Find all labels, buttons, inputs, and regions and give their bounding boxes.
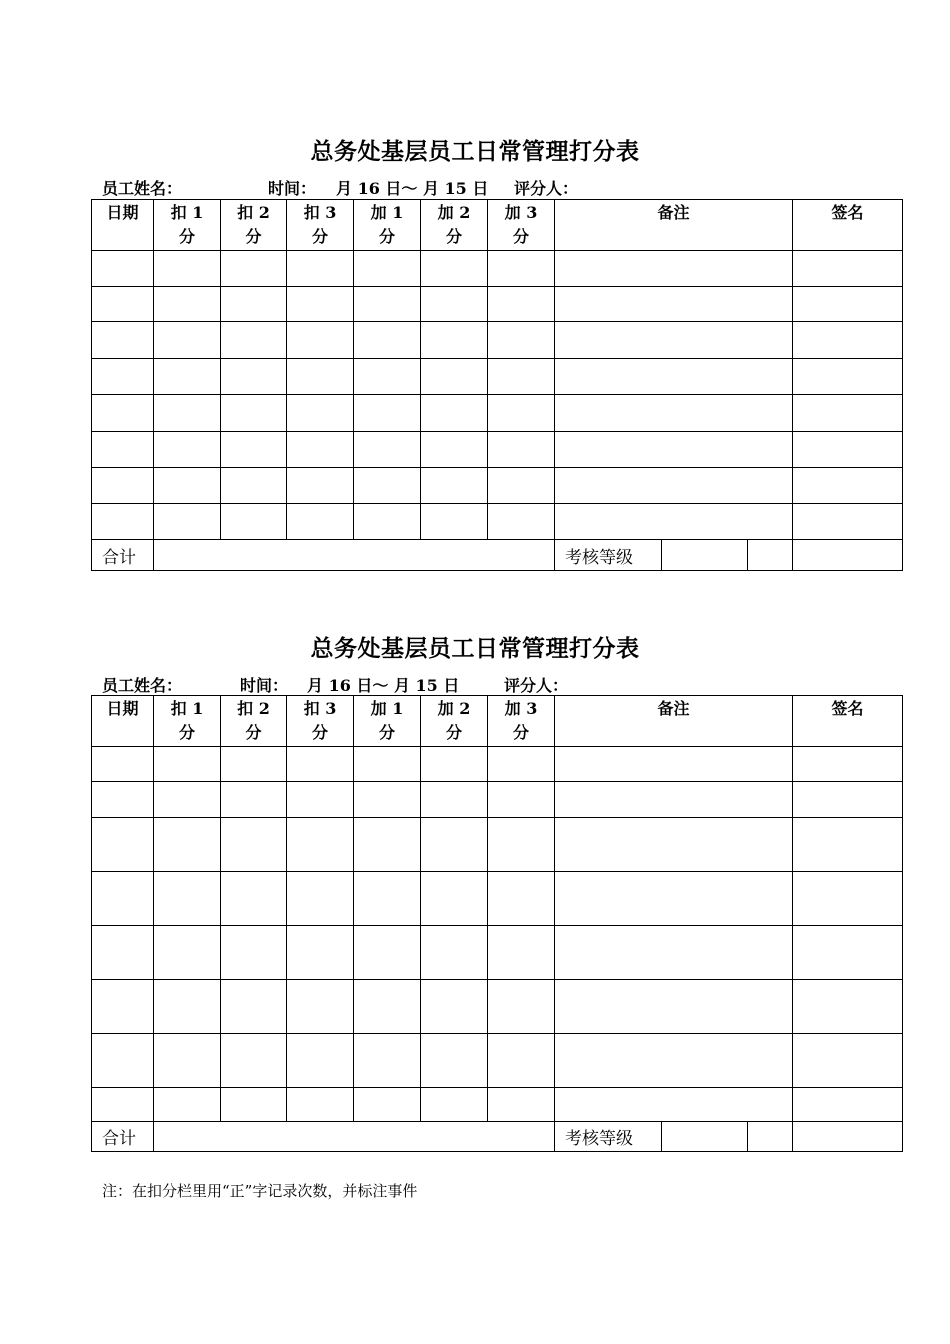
plus-3-cell[interactable] [488, 1088, 555, 1122]
form1-info-line [102, 176, 822, 198]
grade-label: 考核等级 [555, 540, 662, 571]
minus-1-cell[interactable] [154, 359, 221, 395]
form2-header-row [92, 696, 903, 747]
footnote: 注：在扣分栏里用“正”字记录次数，并标注事件 [102, 1182, 418, 1200]
remarks-cell[interactable] [555, 980, 793, 1034]
form1-header-row [92, 200, 903, 251]
plus-2-cell[interactable] [421, 818, 488, 872]
plus-3-cell[interactable] [488, 322, 555, 359]
table-row[interactable] [92, 504, 903, 540]
date-cell[interactable] [92, 287, 154, 322]
form1-scorer-label: 评分人： [514, 179, 579, 198]
header-minus-1: 扣 1 分 [154, 200, 221, 251]
minus-3-cell[interactable] [287, 1034, 354, 1088]
signature-cell[interactable] [793, 504, 903, 540]
date-cell[interactable] [92, 747, 154, 782]
grade-value-cell[interactable] [662, 1122, 748, 1152]
plus-1-cell[interactable] [354, 432, 421, 468]
remarks-cell[interactable] [555, 1088, 793, 1122]
minus-3-cell[interactable] [287, 287, 354, 322]
table-row[interactable] [92, 926, 903, 980]
plus-1-cell[interactable] [354, 818, 421, 872]
minus-1-cell[interactable] [154, 980, 221, 1034]
signature-cell[interactable] [793, 1088, 903, 1122]
form2-title: 总务处基层员工日常管理打分表 [310, 635, 640, 662]
form1-score-table [91, 199, 903, 571]
date-cell[interactable] [92, 926, 154, 980]
form2-scorer-label: 评分人： [504, 676, 569, 695]
minus-1-cell[interactable] [154, 468, 221, 504]
minus-2-cell[interactable] [221, 926, 287, 980]
plus-2-cell[interactable] [421, 468, 488, 504]
plus-3-cell[interactable] [488, 504, 555, 540]
date-cell[interactable] [92, 1088, 154, 1122]
minus-2-cell[interactable] [221, 251, 287, 287]
minus-3-cell[interactable] [287, 926, 354, 980]
minus-2-cell[interactable] [221, 1088, 287, 1122]
grade-extra-cell[interactable] [748, 540, 793, 571]
header-signature: 签名 [793, 200, 903, 251]
date-cell[interactable] [92, 980, 154, 1034]
minus-1-cell[interactable] [154, 782, 221, 818]
plus-3-cell[interactable] [488, 359, 555, 395]
plus-3-cell[interactable] [488, 782, 555, 818]
signature-cell[interactable] [793, 1034, 903, 1088]
remarks-cell[interactable] [555, 468, 793, 504]
form1-time-label: 时间： [268, 179, 317, 198]
plus-1-cell[interactable] [354, 287, 421, 322]
remarks-cell[interactable] [555, 872, 793, 926]
plus-2-cell[interactable] [421, 322, 488, 359]
minus-2-cell[interactable] [221, 504, 287, 540]
remarks-cell[interactable] [555, 504, 793, 540]
header-minus-3: 扣 3 分 [287, 200, 354, 251]
plus-1-cell[interactable] [354, 359, 421, 395]
table-row[interactable] [92, 747, 903, 782]
remarks-cell[interactable] [555, 926, 793, 980]
table-row[interactable] [92, 1034, 903, 1088]
date-cell[interactable] [92, 359, 154, 395]
total-value-cell[interactable] [154, 1122, 555, 1152]
form1-total-row [92, 540, 903, 571]
minus-3-cell[interactable] [287, 782, 354, 818]
date-cell[interactable] [92, 322, 154, 359]
minus-2-cell[interactable] [221, 359, 287, 395]
minus-1-cell[interactable] [154, 818, 221, 872]
header-remarks: 备注 [555, 696, 793, 747]
minus-1-cell[interactable] [154, 504, 221, 540]
form2-score-table [91, 695, 903, 1152]
date-cell[interactable] [92, 1034, 154, 1088]
signature-cell[interactable] [793, 432, 903, 468]
remarks-cell[interactable] [555, 782, 793, 818]
plus-1-cell[interactable] [354, 468, 421, 504]
plus-3-cell[interactable] [488, 395, 555, 432]
minus-1-cell[interactable] [154, 926, 221, 980]
signature-cell[interactable] [793, 468, 903, 504]
signature-cell[interactable] [793, 359, 903, 395]
signature-cell[interactable] [793, 395, 903, 432]
minus-1-cell[interactable] [154, 251, 221, 287]
minus-2-cell[interactable] [221, 872, 287, 926]
form2-employee-label: 员工姓名： [102, 676, 183, 695]
date-cell[interactable] [92, 872, 154, 926]
date-cell[interactable] [92, 432, 154, 468]
header-date: 日期 [92, 200, 154, 251]
signature-cell[interactable] [793, 872, 903, 926]
header-plus-2: 加 2 分 [421, 696, 488, 747]
minus-3-cell[interactable] [287, 468, 354, 504]
form2-date-range: 月 16 日～ 月 15 日 [307, 676, 460, 695]
plus-1-cell[interactable] [354, 926, 421, 980]
form2-info-line [102, 673, 822, 695]
table-row[interactable] [92, 818, 903, 872]
plus-1-cell[interactable] [354, 747, 421, 782]
plus-2-cell[interactable] [421, 980, 488, 1034]
minus-1-cell[interactable] [154, 287, 221, 322]
plus-3-cell[interactable] [488, 251, 555, 287]
grade-extra-cell[interactable] [748, 1122, 793, 1152]
plus-2-cell[interactable] [421, 251, 488, 287]
minus-3-cell[interactable] [287, 322, 354, 359]
total-label: 合计 [92, 540, 154, 571]
plus-3-cell[interactable] [488, 747, 555, 782]
minus-3-cell[interactable] [287, 359, 354, 395]
plus-3-cell[interactable] [488, 1034, 555, 1088]
minus-2-cell[interactable] [221, 747, 287, 782]
form1-date-range: 月 16 日～ 月 15 日 [336, 179, 489, 198]
minus-1-cell[interactable] [154, 395, 221, 432]
minus-2-cell[interactable] [221, 468, 287, 504]
signature-cell[interactable] [793, 980, 903, 1034]
total-value-cell[interactable] [154, 540, 555, 571]
grade-label: 考核等级 [555, 1122, 662, 1152]
minus-3-cell[interactable] [287, 432, 354, 468]
plus-3-cell[interactable] [488, 980, 555, 1034]
header-minus-2: 扣 2 分 [221, 696, 287, 747]
plus-1-cell[interactable] [354, 322, 421, 359]
header-plus-1: 加 1 分 [354, 200, 421, 251]
minus-3-cell[interactable] [287, 395, 354, 432]
header-minus-3: 扣 3 分 [287, 696, 354, 747]
date-cell[interactable] [92, 504, 154, 540]
remarks-cell[interactable] [555, 818, 793, 872]
plus-2-cell[interactable] [421, 287, 488, 322]
form1-employee-label: 员工姓名： [102, 179, 183, 198]
date-cell[interactable] [92, 251, 154, 287]
table-row[interactable] [92, 395, 903, 432]
form1-title: 总务处基层员工日常管理打分表 [310, 138, 640, 165]
remarks-cell[interactable] [555, 1034, 793, 1088]
minus-1-cell[interactable] [154, 1034, 221, 1088]
table-row[interactable] [92, 980, 903, 1034]
total-label: 合计 [92, 1122, 154, 1152]
header-remarks: 备注 [555, 200, 793, 251]
remarks-cell[interactable] [555, 251, 793, 287]
plus-2-cell[interactable] [421, 782, 488, 818]
plus-3-cell[interactable] [488, 926, 555, 980]
plus-1-cell[interactable] [354, 251, 421, 287]
minus-1-cell[interactable] [154, 872, 221, 926]
table-row[interactable] [92, 872, 903, 926]
date-cell[interactable] [92, 395, 154, 432]
plus-1-cell[interactable] [354, 1088, 421, 1122]
minus-1-cell[interactable] [154, 1088, 221, 1122]
remarks-cell[interactable] [555, 432, 793, 468]
plus-2-cell[interactable] [421, 1088, 488, 1122]
table-row[interactable] [92, 1088, 903, 1122]
remarks-cell[interactable] [555, 322, 793, 359]
plus-2-cell[interactable] [421, 1034, 488, 1088]
plus-2-cell[interactable] [421, 747, 488, 782]
header-plus-3: 加 3 分 [488, 696, 555, 747]
minus-1-cell[interactable] [154, 322, 221, 359]
grade-value-cell[interactable] [662, 540, 748, 571]
grade-extra-cell-2[interactable] [793, 1122, 903, 1152]
table-row[interactable] [92, 468, 903, 504]
table-row[interactable] [92, 359, 903, 395]
plus-3-cell[interactable] [488, 872, 555, 926]
minus-2-cell[interactable] [221, 1034, 287, 1088]
header-plus-1: 加 1 分 [354, 696, 421, 747]
form2-time-label: 时间： [240, 676, 289, 695]
minus-3-cell[interactable] [287, 872, 354, 926]
minus-2-cell[interactable] [221, 287, 287, 322]
signature-cell[interactable] [793, 251, 903, 287]
minus-1-cell[interactable] [154, 747, 221, 782]
table-row[interactable] [92, 251, 903, 287]
table-row[interactable] [92, 287, 903, 322]
plus-3-cell[interactable] [488, 432, 555, 468]
remarks-cell[interactable] [555, 359, 793, 395]
minus-2-cell[interactable] [221, 395, 287, 432]
date-cell[interactable] [92, 468, 154, 504]
remarks-cell[interactable] [555, 287, 793, 322]
header-minus-1: 扣 1 分 [154, 696, 221, 747]
plus-1-cell[interactable] [354, 782, 421, 818]
signature-cell[interactable] [793, 322, 903, 359]
minus-2-cell[interactable] [221, 782, 287, 818]
signature-cell[interactable] [793, 818, 903, 872]
plus-3-cell[interactable] [488, 468, 555, 504]
minus-3-cell[interactable] [287, 818, 354, 872]
signature-cell[interactable] [793, 782, 903, 818]
date-cell[interactable] [92, 818, 154, 872]
table-row[interactable] [92, 782, 903, 818]
plus-1-cell[interactable] [354, 1034, 421, 1088]
minus-2-cell[interactable] [221, 980, 287, 1034]
table-row[interactable] [92, 432, 903, 468]
remarks-cell[interactable] [555, 395, 793, 432]
table-row[interactable] [92, 322, 903, 359]
plus-1-cell[interactable] [354, 872, 421, 926]
plus-2-cell[interactable] [421, 359, 488, 395]
minus-3-cell[interactable] [287, 251, 354, 287]
grade-extra-cell-2[interactable] [793, 540, 903, 571]
minus-3-cell[interactable] [287, 980, 354, 1034]
remarks-cell[interactable] [555, 747, 793, 782]
signature-cell[interactable] [793, 747, 903, 782]
minus-3-cell[interactable] [287, 504, 354, 540]
plus-1-cell[interactable] [354, 504, 421, 540]
plus-2-cell[interactable] [421, 926, 488, 980]
header-signature: 签名 [793, 696, 903, 747]
signature-cell[interactable] [793, 287, 903, 322]
signature-cell[interactable] [793, 926, 903, 980]
header-plus-2: 加 2 分 [421, 200, 488, 251]
plus-3-cell[interactable] [488, 287, 555, 322]
plus-3-cell[interactable] [488, 818, 555, 872]
minus-2-cell[interactable] [221, 432, 287, 468]
minus-3-cell[interactable] [287, 1088, 354, 1122]
minus-1-cell[interactable] [154, 432, 221, 468]
form2-total-row [92, 1122, 903, 1152]
header-minus-2: 扣 2 分 [221, 200, 287, 251]
plus-1-cell[interactable] [354, 395, 421, 432]
plus-2-cell[interactable] [421, 395, 488, 432]
header-plus-3: 加 3 分 [488, 200, 555, 251]
minus-2-cell[interactable] [221, 322, 287, 359]
minus-3-cell[interactable] [287, 747, 354, 782]
plus-1-cell[interactable] [354, 980, 421, 1034]
plus-2-cell[interactable] [421, 872, 488, 926]
plus-2-cell[interactable] [421, 432, 488, 468]
header-date: 日期 [92, 696, 154, 747]
plus-2-cell[interactable] [421, 504, 488, 540]
date-cell[interactable] [92, 782, 154, 818]
minus-2-cell[interactable] [221, 818, 287, 872]
